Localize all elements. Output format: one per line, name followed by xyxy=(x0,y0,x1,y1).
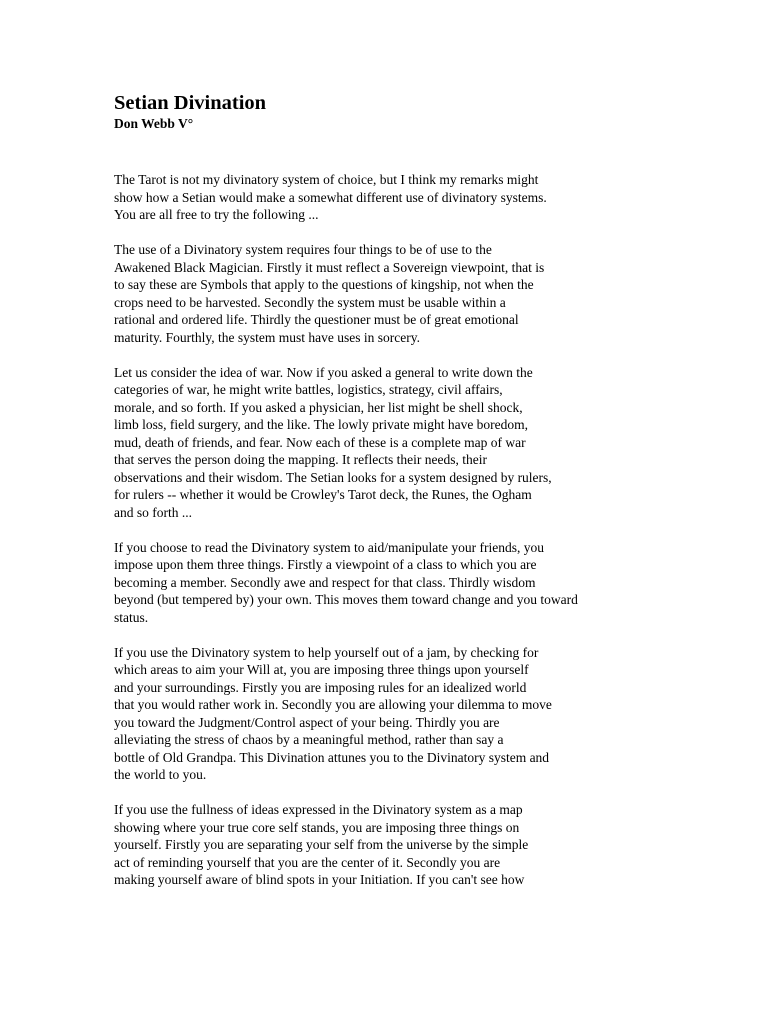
document-author: Don Webb V° xyxy=(114,116,194,131)
text-line: alleviating the stress of chaos by a meaningful method, rather than say a xyxy=(114,732,504,747)
document-page xyxy=(114,91,634,906)
text-line: you toward the Judgment/Control aspect of your being. Thirdly you are xyxy=(114,714,500,730)
text-line: that you would rather work in. Secondly you are allowing your dilemma to move xyxy=(114,697,552,712)
text-line: to say these are Symbols that apply to the questions of kingship, not when the xyxy=(114,277,534,292)
text-line: rational and ordered life. Thirdly the questioner must be of great emotional xyxy=(114,312,519,327)
text-line: crops need to be harvested. Secondly the system must be usable within a xyxy=(114,294,506,310)
text-line: Let us consider the idea of war. Now if you asked a general to write down the xyxy=(114,364,533,380)
text-line: You are all free to try the following ... xyxy=(114,207,319,222)
text-line: If you use the fullness of ideas expressed in the Divinatory system as a map xyxy=(114,802,523,817)
text-line: mud, death of friends, and fear. Now each of these is a complete map of war xyxy=(114,434,526,450)
text-line: The use of a Divinatory system requires four things to be of use to the xyxy=(114,242,492,257)
text-line: categories of war, he might write battles, logistics, strategy, civil affairs, xyxy=(114,382,503,397)
document-body xyxy=(114,171,634,889)
text-line: maturity. Fourthly, the system must have uses in sorcery. xyxy=(114,329,420,345)
paragraph xyxy=(114,644,634,784)
text-line: which areas to aim your Will at, you are imposing three things upon yourself xyxy=(114,662,529,677)
text-line: for rulers -- whether it would be Crowley's Tarot deck, the Runes, the Ogham xyxy=(114,487,532,502)
text-line: beyond (but tempered by) your own. This moves them toward change and you toward xyxy=(114,592,578,607)
text-line: showing where your true core self stands, you are imposing three things on xyxy=(114,819,520,835)
text-line: bottle of Old Grandpa. This Divination attunes you to the Divinatory system and xyxy=(114,749,550,765)
text-line: act of reminding yourself that you are the center of it. Secondly you are xyxy=(114,854,501,870)
text-line: If you choose to read the Divinatory system to aid/manipulate your friends, you xyxy=(114,539,545,555)
text-line: show how a Setian would make a somewhat different use of divinatory systems. xyxy=(114,189,547,205)
text-line: becoming a member. Secondly awe and respect for that class. Thirdly wisdom xyxy=(114,574,536,590)
text-line: The Tarot is not my divinatory system of choice, but I think my remarks might xyxy=(114,172,539,187)
text-line: observations and their wisdom. The Setian looks for a system designed by rulers, xyxy=(114,469,552,485)
paragraph xyxy=(114,801,634,889)
paragraph xyxy=(114,364,634,522)
paragraph xyxy=(114,171,634,224)
document-title: Setian Divination xyxy=(114,92,267,114)
text-line: making yourself aware of blind spots in your Initiation. If you can't see how xyxy=(114,872,525,887)
text-line: the world to you. xyxy=(114,767,207,782)
text-line: that serves the person doing the mapping. It reflects their needs, their xyxy=(114,452,488,467)
text-line: and your surroundings. Firstly you are imposing rules for an idealized world xyxy=(114,679,527,695)
text-line: If you use the Divinatory system to help yourself out of a jam, by checking for xyxy=(114,644,539,660)
paragraph xyxy=(114,539,634,627)
text-line: Awakened Black Magician. Firstly it must reflect a Sovereign viewpoint, that is xyxy=(114,259,545,275)
text-line: and so forth ... xyxy=(114,504,192,520)
text-line: yourself. Firstly you are separating your self from the universe by the simple xyxy=(114,837,529,852)
text-line: morale, and so forth. If you asked a physician, her list might be shell shock, xyxy=(114,399,523,415)
text-line: limb loss, field surgery, and the like. The lowly private might have boredom, xyxy=(114,417,529,432)
text-line: impose upon them three things. Firstly a viewpoint of a class to which you are xyxy=(114,557,537,572)
text-line: status. xyxy=(114,609,149,625)
paragraph xyxy=(114,241,634,346)
